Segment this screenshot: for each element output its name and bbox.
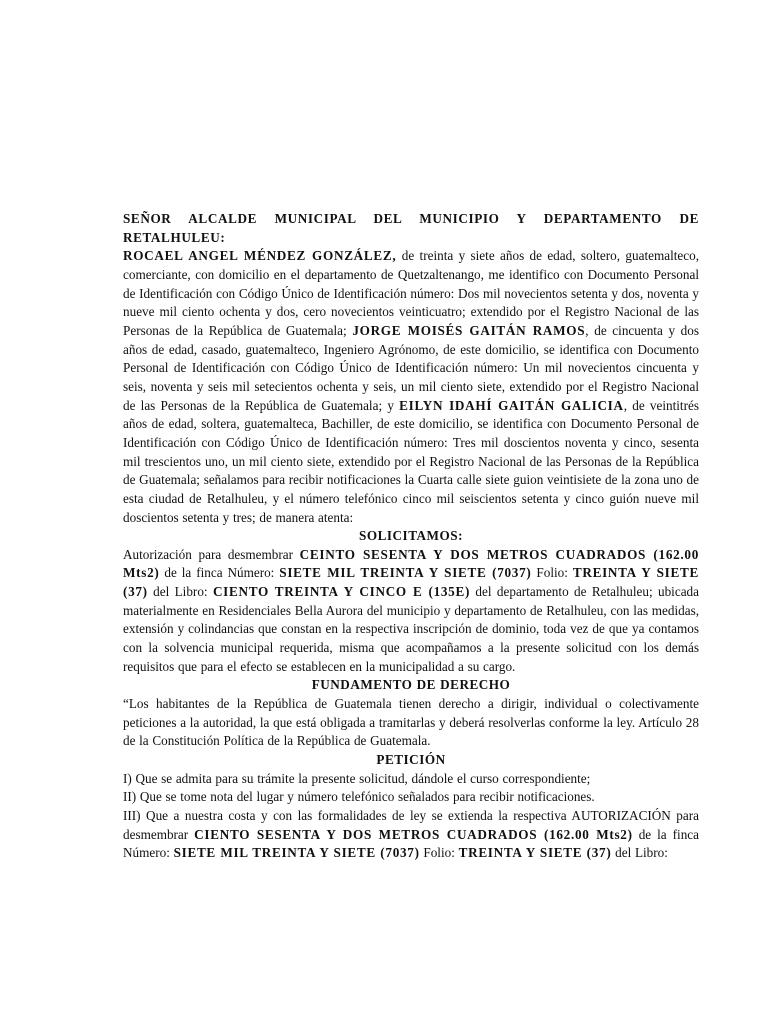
peticion-item-2: II) Que se tome nota del lugar y número telefónico señalados para recibir notificaciones. xyxy=(123,789,595,805)
peticion-3-text-2: de la finca Número: xyxy=(123,826,700,861)
applicant-name-1: ROCAEL ANGEL MÉNDEZ GONZÁLEZ, xyxy=(123,248,397,264)
solicitamos-paragraph xyxy=(123,546,699,677)
document-body xyxy=(123,210,699,863)
heading-peticion: PETICIÓN xyxy=(376,752,446,768)
addressee: SEÑOR ALCALDE MUNICIPAL DEL MUNICIPIO Y DEPARTAMENTO DE RETALHULEU: xyxy=(123,211,699,245)
peticion-item-3 xyxy=(123,807,699,863)
peticion-3-text-1: III) Que a nuestra costa y con las formalidades de ley se extienda la respectiva AUTORIZACIÓN para desmembrar xyxy=(123,808,699,842)
request-text-3: Folio: xyxy=(531,565,573,581)
peticion-3-folio: TREINTA Y SIETE (37) xyxy=(458,845,612,861)
peticion-3-text-3: Folio: xyxy=(419,845,459,861)
peticion-item-1: I) Que se admita para su trámite la presente solicitud, dándole el curso correspondiente; xyxy=(123,770,591,786)
intro-paragraph xyxy=(123,247,699,527)
request-area: CEINTO SESENTA Y DOS METROS CUADRADOS (162.00 Mts2) xyxy=(123,546,699,581)
peticion-3-area: CIENTO SESENTA Y DOS METROS CUADRADOS (162.00 Mts2) xyxy=(194,826,633,842)
applicant-name-3: EILYN IDAHÍ GAITÁN GALICIA xyxy=(399,397,624,413)
fundamento-paragraph: “Los habitantes de la República de Guatemala tienen derecho a dirigir, individual o colectivamente peticiones a la autoridad, la que está obligada a tramitarlas y deberá resolverlas conforme la ley. Artículo 28 de la Constitución Política de la República de Guatemala. xyxy=(123,696,699,749)
peticion-3-finca: SIETE MIL TREINTA Y SIETE (7037) xyxy=(173,845,420,861)
request-text-4: del Libro: xyxy=(147,584,213,600)
request-text-5: del departamento de Retalhuleu; ubicada materialmente en Residenciales Bella Aurora del municipio y departamento de Retalhuleu, con las medidas, extensión y colindancias que constan en la respectiva inscripción de dominio, toda vez de que ya contamos con la solvencia municipal requerida, misma que acompañamos a la presente solicitud con los demás requisitos que para el efecto se establecen en la municipalidad a su cargo. xyxy=(123,584,699,674)
applicant-details-2: , de cincuenta y dos años de edad, casado, guatemalteco, Ingeniero Agrónomo, de este domicilio, se identifica con Documento Personal de Identificación con Código Único de Identificación número: Un mil novecientos cincuenta y seis, noventa y seis mil setecientos ochenta y seis, un mil ciento siete, extendido por el Registro Nacional de las Personas de la República de Guatemala; y xyxy=(123,322,699,413)
heading-solicitamos: SOLICITAMOS: xyxy=(359,528,463,544)
request-finca: SIETE MIL TREINTA Y SIETE (7037) xyxy=(279,565,532,581)
request-libro: CIENTO TREINTA Y CINCO E (135E) xyxy=(212,584,471,600)
request-text-2: de la finca Número: xyxy=(159,565,280,581)
applicant-name-2: JORGE MOISÉS GAITÁN RAMOS xyxy=(352,322,586,338)
peticion-3-text-4: del Libro: xyxy=(611,845,668,861)
applicant-details-1: de treinta y siete años de edad, soltero, guatemalteco, comerciante, con domicilio en el departamento de Quetzaltenango, me identifico con Documento Personal de Identificación con Código Único de Identificación número: Dos mil novecientos setenta y dos, noventa y nueve mil ciento ochenta y dos, cero novecientos veinticuatro; extendido por el Registro Nacional de las Personas de la República de Guatemala; xyxy=(123,248,699,338)
heading-fundamento: FUNDAMENTO DE DERECHO xyxy=(311,677,511,693)
applicant-details-3: , de veintitrés años de edad, soltera, guatemalteca, Bachiller, de este domicilio, se identifica con Documento Personal de Identificación con Código Único de Identificación número: Tres mil doscientos noventa y cinco, sesenta mil trescientos uno, un mil ciento siete, extendido por el Registro Nacional de las Personas de la República de Guatemala; señalamos para recibir notificaciones la Cuarta calle siete guion veintisiete de la zona uno de esta ciudad de Retalhuleu, y el número telefónico cinco mil seiscientos setenta y cinco guión nueve mil doscientos setenta y tres; de manera atenta: xyxy=(123,397,699,525)
request-folio: TREINTA Y SIETE (37) xyxy=(123,565,699,600)
request-text-1: Autorización para desmembrar xyxy=(123,546,300,562)
